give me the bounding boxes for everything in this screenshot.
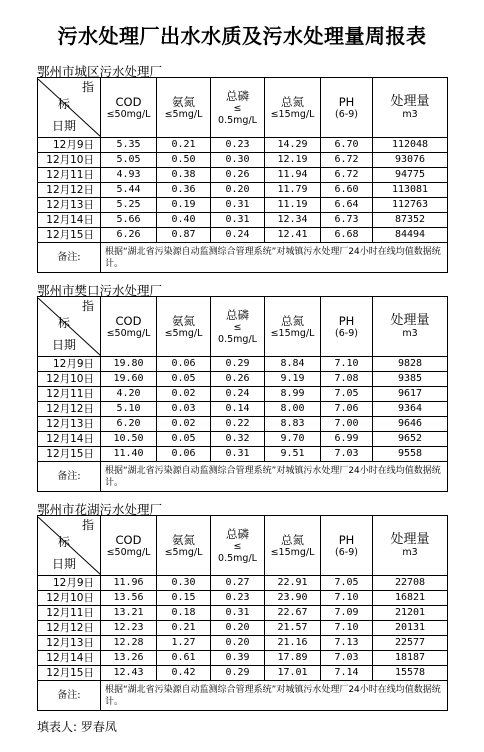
- header-unit: m3: [402, 327, 418, 339]
- cell-phosphorus: 0.20: [211, 621, 265, 636]
- header-unit: ≤5mg/L: [164, 108, 203, 120]
- cell-ammonia: 0.02: [157, 387, 211, 402]
- cell-ammonia: 0.18: [157, 606, 211, 621]
- report-title: 污水处理厂出水水质及污水处理量周报表: [57, 24, 427, 48]
- cell-ammonia: 0.42: [157, 666, 211, 681]
- header-unit: ≤50mg/L: [106, 327, 151, 339]
- header-name: PH: [338, 532, 355, 547]
- cell-cod: 5.05: [101, 153, 157, 168]
- corner-top: 指: [82, 79, 95, 94]
- cell-ph: 6.99: [321, 432, 373, 447]
- cell-date: 12月14日: [38, 213, 101, 228]
- header-unit: ≤15mg/L: [270, 327, 315, 339]
- corner-top: 指: [82, 517, 95, 532]
- cell-ph: 7.10: [321, 621, 373, 636]
- cell-ammonia: 1.27: [157, 636, 211, 651]
- cell-ammonia: 0.36: [157, 183, 211, 198]
- cell-phosphorus: 0.26: [211, 168, 265, 183]
- cell-date: 12月9日: [38, 576, 101, 591]
- cell-ammonia: 0.06: [157, 447, 211, 462]
- header-unit: ≤50mg/L: [106, 108, 151, 120]
- corner-mid: 标: [58, 534, 71, 549]
- cell-date: 12月9日: [38, 357, 101, 372]
- cell-phosphorus: 0.27: [211, 576, 265, 591]
- cell-volume: 15578: [373, 666, 448, 681]
- cell-ammonia: 0.19: [157, 198, 211, 213]
- cell-date: 12月13日: [38, 636, 101, 651]
- header-name: 处理量: [390, 531, 430, 547]
- cell-nitrogen: 12.19: [265, 153, 321, 168]
- cell-ammonia: 0.21: [157, 621, 211, 636]
- cell-date: 12月12日: [38, 621, 101, 636]
- table-row: [38, 591, 448, 606]
- cell-nitrogen: 11.94: [265, 168, 321, 183]
- header-name: 总磷: [226, 88, 249, 103]
- cell-ammonia: 0.02: [157, 417, 211, 432]
- cell-cod: 19.60: [101, 372, 157, 387]
- table-row: [38, 636, 448, 651]
- table-row: [38, 666, 448, 681]
- table-row: [38, 228, 448, 243]
- cell-phosphorus: 0.24: [211, 387, 265, 402]
- cell-ammonia: 0.87: [157, 228, 211, 243]
- cell-volume: 9652: [373, 432, 448, 447]
- header-name: COD: [115, 94, 142, 109]
- cell-cod: 6.20: [101, 417, 157, 432]
- cell-ph: 7.05: [321, 387, 373, 402]
- cell-nitrogen: 22.91: [265, 576, 321, 591]
- cell-date: 12月10日: [38, 591, 101, 606]
- cell-volume: 22577: [373, 636, 448, 651]
- corner-mid: 标: [58, 315, 71, 330]
- cell-cod: 4.93: [101, 168, 157, 183]
- cell-nitrogen: 11.19: [265, 198, 321, 213]
- cell-date: 12月15日: [38, 447, 101, 462]
- header-nitrogen: [265, 78, 321, 138]
- header-name: PH: [338, 94, 355, 109]
- corner-top: 指: [82, 298, 95, 313]
- cell-volume: 9385: [373, 372, 448, 387]
- cell-date: 12月10日: [38, 372, 101, 387]
- cell-nitrogen: 14.29: [265, 138, 321, 153]
- header-unit: ≤50mg/L: [106, 546, 151, 558]
- cell-volume: 87352: [373, 213, 448, 228]
- cell-nitrogen: 9.70: [265, 432, 321, 447]
- corner-bottom: 日期: [52, 337, 77, 352]
- header-name: 总磷: [226, 307, 249, 322]
- header-nitrogen: [265, 297, 321, 357]
- header-name: 总氮: [281, 532, 304, 547]
- cell-ph: 7.14: [321, 666, 373, 681]
- cell-ph: 7.00: [321, 417, 373, 432]
- cell-volume: 112763: [373, 198, 448, 213]
- quality-table: [37, 296, 448, 492]
- cell-volume: 112048: [373, 138, 448, 153]
- cell-phosphorus: 0.29: [211, 666, 265, 681]
- cell-volume: 84494: [373, 228, 448, 243]
- header-name: 氨氮: [172, 313, 195, 328]
- cell-ph: 6.68: [321, 228, 373, 243]
- table-row: [38, 621, 448, 636]
- cell-volume: 9828: [373, 357, 448, 372]
- header-volume: [373, 516, 448, 576]
- header-ph: [321, 78, 373, 138]
- corner-mid: 标: [58, 96, 71, 111]
- cell-ammonia: 0.15: [157, 591, 211, 606]
- table-row: [38, 198, 448, 213]
- table-row: [38, 402, 448, 417]
- cell-cod: 13.56: [101, 591, 157, 606]
- header-name: COD: [115, 313, 142, 328]
- cell-ph: 6.70: [321, 138, 373, 153]
- cell-volume: 9646: [373, 417, 448, 432]
- cell-volume: 21201: [373, 606, 448, 621]
- cell-volume: 93076: [373, 153, 448, 168]
- cell-ph: 7.13: [321, 636, 373, 651]
- header-leq: ≤: [233, 321, 242, 333]
- header-phosphorus: [211, 516, 265, 576]
- cell-phosphorus: 0.32: [211, 432, 265, 447]
- note-label: 备注:: [38, 681, 101, 711]
- cell-ammonia: 0.05: [157, 432, 211, 447]
- header-name: 总氮: [281, 313, 304, 328]
- cell-ammonia: 0.06: [157, 357, 211, 372]
- table-row: [38, 153, 448, 168]
- header-unit: m3: [402, 108, 418, 120]
- header-ph: [321, 297, 373, 357]
- plant-name: 鄂州市樊口污水处理厂: [37, 283, 163, 298]
- header-cod: [101, 297, 157, 357]
- cell-cod: 5.35: [101, 138, 157, 153]
- cell-volume: 20131: [373, 621, 448, 636]
- cell-ph: 7.06: [321, 402, 373, 417]
- cell-date: 12月14日: [38, 651, 101, 666]
- cell-cod: 11.96: [101, 576, 157, 591]
- header-unit: ≤5mg/L: [164, 327, 203, 339]
- cell-volume: 16821: [373, 591, 448, 606]
- cell-ph: 7.05: [321, 576, 373, 591]
- cell-ph: 7.09: [321, 606, 373, 621]
- cell-ph: 7.10: [321, 357, 373, 372]
- cell-ph: 7.10: [321, 591, 373, 606]
- cell-date: 12月11日: [38, 387, 101, 402]
- header-name: 氨氮: [172, 532, 195, 547]
- corner-header: [38, 516, 101, 576]
- header-name: 总磷: [226, 526, 249, 541]
- cell-nitrogen: 21.16: [265, 636, 321, 651]
- header-unit: (6-9): [335, 546, 358, 558]
- cell-date: 12月15日: [38, 228, 101, 243]
- cell-date: 12月14日: [38, 432, 101, 447]
- cell-date: 12月12日: [38, 402, 101, 417]
- header-name: 氨氮: [172, 94, 195, 109]
- cell-phosphorus: 0.20: [211, 636, 265, 651]
- cell-volume: 9364: [373, 402, 448, 417]
- cell-nitrogen: 17.01: [265, 666, 321, 681]
- cell-cod: 13.26: [101, 651, 157, 666]
- cell-ammonia: 0.03: [157, 402, 211, 417]
- quality-table: [37, 77, 448, 273]
- header-name: 总氮: [281, 94, 304, 109]
- cell-cod: 12.23: [101, 621, 157, 636]
- table-row: [38, 576, 448, 591]
- cell-cod: 4.20: [101, 387, 157, 402]
- header-leq: ≤: [233, 102, 242, 114]
- cell-nitrogen: 8.83: [265, 417, 321, 432]
- header-cod: [101, 516, 157, 576]
- note-text: 根据“湖北省污染源自动监测综合管理系统”对城镇污水处理厂24小时在线均值数据统计。: [101, 681, 448, 711]
- cell-ph: 6.73: [321, 213, 373, 228]
- header-cod: [101, 78, 157, 138]
- cell-phosphorus: 0.31: [211, 606, 265, 621]
- cell-date: 12月10日: [38, 153, 101, 168]
- header-unit: ≤5mg/L: [164, 546, 203, 558]
- header-ammonia: [157, 516, 211, 576]
- cell-date: 12月9日: [38, 138, 101, 153]
- cell-date: 12月11日: [38, 168, 101, 183]
- header-unit: 0.5mg/L: [218, 552, 257, 564]
- cell-cod: 5.10: [101, 402, 157, 417]
- header-unit: (6-9): [335, 108, 358, 120]
- cell-phosphorus: 0.22: [211, 417, 265, 432]
- cell-date: 12月11日: [38, 606, 101, 621]
- header-name: 处理量: [390, 312, 430, 328]
- cell-date: 12月12日: [38, 183, 101, 198]
- cell-phosphorus: 0.24: [211, 228, 265, 243]
- cell-ph: 6.72: [321, 153, 373, 168]
- header-unit: ≤15mg/L: [270, 108, 315, 120]
- cell-nitrogen: 8.99: [265, 387, 321, 402]
- table-row: [38, 168, 448, 183]
- cell-phosphorus: 0.26: [211, 372, 265, 387]
- header-unit: 0.5mg/L: [218, 333, 257, 345]
- cell-phosphorus: 0.23: [211, 138, 265, 153]
- header-nitrogen: [265, 516, 321, 576]
- cell-nitrogen: 22.67: [265, 606, 321, 621]
- plant-name: 鄂州市花湖污水处理厂: [37, 502, 163, 517]
- quality-table: [37, 515, 448, 711]
- cell-nitrogen: 11.79: [265, 183, 321, 198]
- corner-bottom: 日期: [52, 118, 77, 133]
- cell-nitrogen: 8.84: [265, 357, 321, 372]
- cell-volume: 22708: [373, 576, 448, 591]
- cell-ph: 7.03: [321, 651, 373, 666]
- cell-ammonia: 0.40: [157, 213, 211, 228]
- cell-volume: 9617: [373, 387, 448, 402]
- cell-nitrogen: 12.34: [265, 213, 321, 228]
- note-text: 根据“湖北省污染源自动监测综合管理系统”对城镇污水处理厂24小时在线均值数据统计。: [101, 243, 448, 273]
- header-volume: [373, 78, 448, 138]
- note-text: 根据“湖北省污染源自动监测综合管理系统”对城镇污水处理厂24小时在线均值数据统计。: [101, 462, 448, 492]
- cell-ammonia: 0.05: [157, 372, 211, 387]
- cell-ammonia: 0.30: [157, 576, 211, 591]
- cell-cod: 6.26: [101, 228, 157, 243]
- cell-volume: 18187: [373, 651, 448, 666]
- cell-phosphorus: 0.14: [211, 402, 265, 417]
- cell-cod: 5.66: [101, 213, 157, 228]
- header-name: 处理量: [390, 93, 430, 109]
- note-label: 备注:: [38, 462, 101, 492]
- table-row: [38, 606, 448, 621]
- header-unit: 0.5mg/L: [218, 114, 257, 126]
- cell-date: 12月13日: [38, 417, 101, 432]
- cell-ph: 7.03: [321, 447, 373, 462]
- table-row: [38, 447, 448, 462]
- cell-nitrogen: 21.57: [265, 621, 321, 636]
- corner-header: [38, 78, 101, 138]
- cell-volume: 9558: [373, 447, 448, 462]
- note-label: 备注:: [38, 243, 101, 273]
- cell-phosphorus: 0.23: [211, 591, 265, 606]
- table-row: [38, 372, 448, 387]
- header-unit: ≤15mg/L: [270, 546, 315, 558]
- cell-ammonia: 0.50: [157, 153, 211, 168]
- cell-cod: 10.50: [101, 432, 157, 447]
- cell-volume: 94775: [373, 168, 448, 183]
- header-unit: m3: [402, 546, 418, 558]
- cell-ph: 6.64: [321, 198, 373, 213]
- corner-bottom: 日期: [52, 556, 77, 571]
- cell-cod: 19.80: [101, 357, 157, 372]
- cell-phosphorus: 0.30: [211, 153, 265, 168]
- cell-ph: 7.08: [321, 372, 373, 387]
- header-unit: (6-9): [335, 327, 358, 339]
- header-name: COD: [115, 532, 142, 547]
- header-phosphorus: [211, 297, 265, 357]
- cell-volume: 113081: [373, 183, 448, 198]
- filler-name: 填表人: 罗春凤: [37, 720, 117, 734]
- corner-header: [38, 297, 101, 357]
- cell-nitrogen: 23.90: [265, 591, 321, 606]
- cell-cod: 13.21: [101, 606, 157, 621]
- header-ammonia: [157, 297, 211, 357]
- cell-cod: 5.44: [101, 183, 157, 198]
- cell-date: 12月15日: [38, 666, 101, 681]
- header-ph: [321, 516, 373, 576]
- header-name: PH: [338, 313, 355, 328]
- cell-cod: 5.25: [101, 198, 157, 213]
- table-row: [38, 432, 448, 447]
- cell-cod: 11.40: [101, 447, 157, 462]
- cell-nitrogen: 9.19: [265, 372, 321, 387]
- cell-nitrogen: 8.00: [265, 402, 321, 417]
- table-row: [38, 651, 448, 666]
- table-row: [38, 213, 448, 228]
- cell-date: 12月13日: [38, 198, 101, 213]
- cell-nitrogen: 9.51: [265, 447, 321, 462]
- header-volume: [373, 297, 448, 357]
- table-row: [38, 138, 448, 153]
- cell-ph: 6.72: [321, 168, 373, 183]
- table-row: [38, 183, 448, 198]
- cell-ammonia: 0.61: [157, 651, 211, 666]
- cell-nitrogen: 12.41: [265, 228, 321, 243]
- plant-name: 鄂州市城区污水处理厂: [37, 64, 163, 79]
- table-row: [38, 387, 448, 402]
- cell-cod: 12.43: [101, 666, 157, 681]
- cell-phosphorus: 0.20: [211, 183, 265, 198]
- table-row: [38, 357, 448, 372]
- table-row: [38, 417, 448, 432]
- header-phosphorus: [211, 78, 265, 138]
- cell-phosphorus: 0.31: [211, 213, 265, 228]
- cell-ammonia: 0.38: [157, 168, 211, 183]
- cell-phosphorus: 0.29: [211, 357, 265, 372]
- cell-nitrogen: 17.89: [265, 651, 321, 666]
- cell-ammonia: 0.21: [157, 138, 211, 153]
- header-leq: ≤: [233, 540, 242, 552]
- cell-phosphorus: 0.31: [211, 447, 265, 462]
- cell-phosphorus: 0.31: [211, 198, 265, 213]
- cell-cod: 12.28: [101, 636, 157, 651]
- header-ammonia: [157, 78, 211, 138]
- cell-ph: 6.60: [321, 183, 373, 198]
- cell-phosphorus: 0.39: [211, 651, 265, 666]
